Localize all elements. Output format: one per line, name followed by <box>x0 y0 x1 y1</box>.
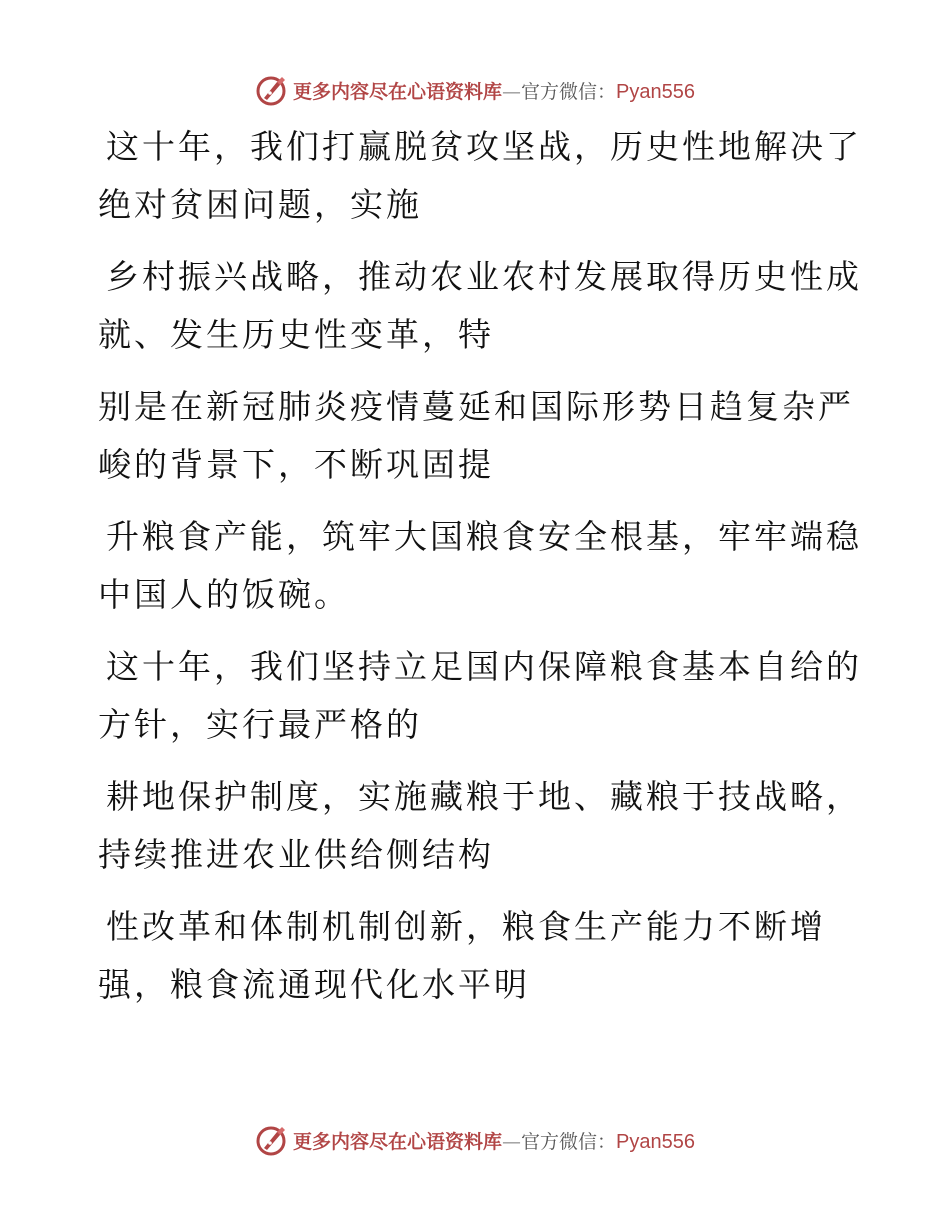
text-line: 中国人的饭碗。 <box>98 575 350 614</box>
banner-wechat-label: 官方微信： <box>521 1130 617 1153</box>
text-line: 耕地保护制度，实施藏粮于地、藏粮于技战略， <box>106 777 862 816</box>
banner-wechat-id: Pyan556 <box>616 1130 695 1153</box>
pen-nib-logo-icon <box>255 73 289 107</box>
text-line: 就、发生历史性变革，特 <box>98 315 494 354</box>
text-line: 这十年，我们坚持立足国内保障粮食基本自给的 <box>106 647 862 686</box>
paragraph <box>98 378 854 494</box>
text-line: 持续推进农业供给侧结构 <box>98 835 494 874</box>
banner-title: 更多内容尽在心语资料库 <box>293 80 503 103</box>
header-banner <box>0 70 950 110</box>
banner-title: 更多内容尽在心语资料库 <box>293 1130 503 1153</box>
paragraph <box>98 898 838 1014</box>
paragraph <box>98 508 862 624</box>
text-line: 升粮食产能，筑牢大国粮食安全根基，牢牢端稳 <box>106 517 862 556</box>
banner-dash: — <box>502 80 522 103</box>
banner-dash: — <box>502 1130 522 1153</box>
text-line: 这十年，我们打赢脱贫攻坚战，历史性地解决了 <box>106 127 862 166</box>
text-line: 性改革和体制机制创新，粮食生产能力不断增 <box>106 907 826 946</box>
text-line: 别是在新冠肺炎疫情蔓延和国际形势日趋复杂严 <box>98 387 854 426</box>
text-line: 方针，实行最严格的 <box>98 705 422 744</box>
text-line: 强，粮食流通现代化水平明 <box>98 965 530 1004</box>
paragraph <box>98 768 862 884</box>
text-line: 乡村振兴战略，推动农业农村发展取得历史性成 <box>106 257 862 296</box>
document-body <box>98 118 862 1028</box>
text-line: 峻的背景下，不断巩固提 <box>98 445 494 484</box>
paragraph <box>98 248 862 364</box>
footer-banner <box>0 1120 950 1160</box>
text-line: 绝对贫困问题，实施 <box>98 185 422 224</box>
banner-wechat-label: 官方微信： <box>521 80 617 103</box>
paragraph <box>98 118 862 234</box>
pen-nib-logo-icon <box>255 1123 289 1157</box>
paragraph <box>98 638 862 754</box>
banner-wechat-id: Pyan556 <box>616 80 695 103</box>
